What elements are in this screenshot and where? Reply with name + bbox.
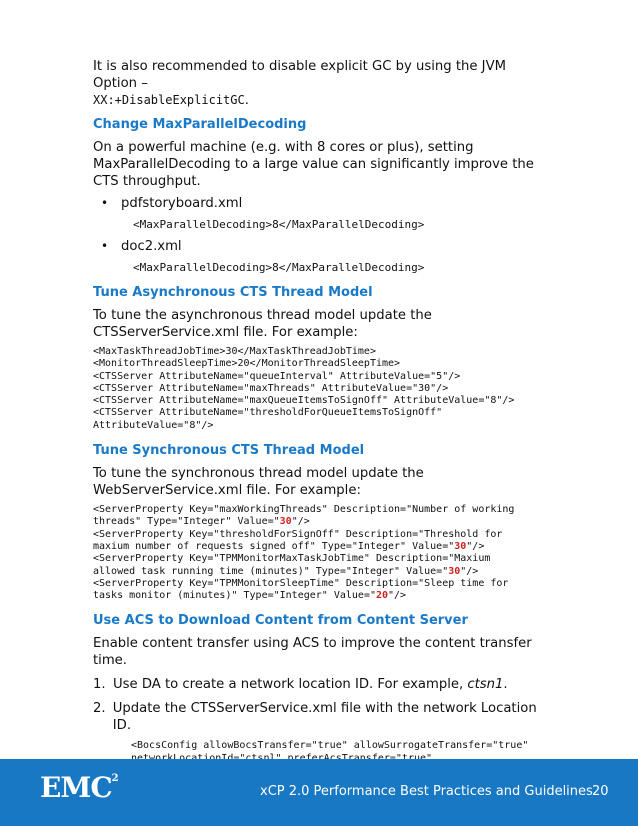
acs-code-block: <BocsConfig allowBocsTransfer="true" allowSurrogateTransfer="true" [131,740,529,752]
max-parallel-paragraph: On a powerful machine (e.g. with 8 cores or plus), setting MaxParallelDecoding to a large value can significantly improve the CTS throughput. [93,140,534,189]
code-line-end: "/> [291,516,310,528]
heading-max-parallel-decoding: Change MaxParallelDecoding [93,117,307,132]
footer-title: xCP 2.0 Performance Best Practices and Guidelines [260,784,593,799]
bullet-pdfstoryboard [93,195,553,212]
highlight-value: 30 [448,565,461,577]
code-line: <ServerProperty Key="TPMMonitorMaxTaskJobTime" Description="Maxium [93,553,491,565]
code-line: allowed task running time (minutes)" Type="Integer" Value=" [93,565,449,577]
highlight-value: 30 [454,540,467,552]
emc-logo [40,771,119,804]
jvm-option: XX:+DisableExplicitGC [93,93,245,107]
logo-superscript: 2 [111,772,119,784]
bullet-glyph: • [101,196,109,210]
code-line-end: "/> [388,590,407,602]
heading-async-thread-model: Tune Asynchronous CTS Thread Model [93,285,373,300]
page-number: 20 [592,784,609,799]
code-line: threads" Type="Integer" Value=" [93,516,280,528]
intro-text: It is also recommended to disable explicit GC by using the JVM Option – [93,59,506,91]
step-text: Update the CTSServerService.xml file with the network Location ID. [112,701,537,734]
step-number: 1. [93,677,106,693]
page-footer [0,759,638,826]
code-line: maxium number of requests signed off" Type="Integer" Value=" [93,540,455,552]
step-1 [93,676,553,693]
async-paragraph: To tune the asynchronous thread model update the CTSServerService.xml file. For example: [93,308,432,340]
intro-end: . [244,93,249,108]
highlight-value: 20 [375,590,389,602]
sync-code-block [93,504,553,602]
code-line: <ServerProperty Key="TPMMonitorSleepTime" Description="Sleep time for [93,577,509,589]
bullet-label: pdfstoryboard.xml [121,196,243,211]
highlight-value: 30 [279,516,292,528]
async-code-block: <MaxTaskThreadJobTime>30</MaxTaskThreadJobTime> <MonitorThreadSleepTime>20</MonitorThreadSleepTime> <CTSServer AttributeName="queueInterval" AttributeValue="5"/> <CTSServer AttributeName="maxThreads" AttributeValue="30"/> <CTSServer AttributeName="maxQueueItemsToSignOff" AttributeValue="8"/> <CTSServer AttributeName="thresholdForQueueItemsToSignOff" AttributeValue="8"/> [93,346,515,431]
page-content [93,58,553,802]
code-pdfstoryboard: <MaxParallelDecoding>8</MaxParallelDecoding> [133,218,425,231]
code-doc2: <MaxParallelDecoding>8</MaxParallelDecoding> [133,261,425,274]
step-text: Use DA to create a network location ID. For example, [113,677,468,693]
bullet-doc2 [93,238,553,255]
code-line-end: "/> [466,540,485,552]
step-example: ctsn1 [467,677,504,693]
code-line: <ServerProperty Key="maxWorkingThreads" Description="Number of working [93,504,515,516]
logo-text: EMC [40,771,112,804]
code-line-end: "/> [460,565,479,577]
step-2 [93,700,553,734]
heading-use-acs: Use ACS to Download Content from Content Server [93,613,468,629]
intro-paragraph [93,58,553,109]
sync-paragraph: To tune the synchronous thread model update the WebServerService.xml file. For example: [93,466,424,499]
code-line: <ServerProperty Key="thresholdForSignOff" Description="Threshold for [93,528,503,540]
bullet-glyph: • [101,239,109,253]
acs-paragraph: Enable content transfer using ACS to improve the content transfer time. [93,636,532,669]
step-number: 2. [93,701,106,717]
heading-sync-thread-model: Tune Synchronous CTS Thread Model [93,443,365,459]
bullet-label: doc2.xml [121,239,182,254]
step-end: . [503,677,508,693]
code-line: tasks monitor (minutes)" Type="Integer" Value=" [93,590,376,602]
